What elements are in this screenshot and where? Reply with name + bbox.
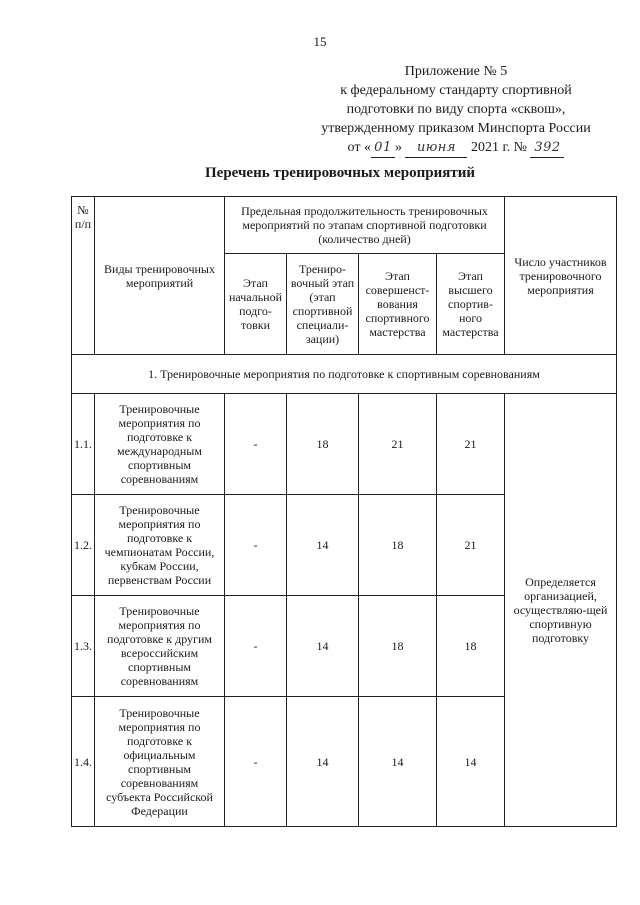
annex-title: Приложение № 5 — [404, 64, 508, 79]
header-participants: Число участников тренировочного мероприятия — [505, 197, 617, 355]
row-initial: - — [225, 495, 287, 596]
date-prefix: от « — [347, 140, 371, 155]
header-number: № п/п — [72, 197, 95, 355]
row-initial: - — [225, 394, 287, 495]
date-mid: » — [394, 140, 402, 155]
header-stage-improvement: Этап совершенст-вования спортивного мастерства — [359, 254, 437, 355]
row-improvement: 14 — [359, 697, 437, 827]
row-training: 14 — [287, 495, 359, 596]
section-title: 1. Тренировочные мероприятия по подготовке к спортивным соревнованиям — [72, 355, 617, 394]
date-year: 2021 г. № — [470, 140, 527, 155]
row-improvement: 18 — [359, 495, 437, 596]
row-initial: - — [225, 697, 287, 827]
row-training: 18 — [287, 394, 359, 495]
row-highest: 21 — [437, 495, 505, 596]
table-header-row — [72, 197, 617, 254]
row-highest: 18 — [437, 596, 505, 697]
row-improvement: 18 — [359, 596, 437, 697]
header-event-kind: Виды тренировочных мероприятий — [95, 197, 225, 355]
row-improvement: 21 — [359, 394, 437, 495]
header-stage-training: Трениро-вочный этап (этап спортивной специали-зации) — [287, 254, 359, 355]
annex-line-standard: к федеральному стандарту спортивной — [340, 83, 572, 98]
header-stage-highest: Этап высшего спортив-ного мастерства — [437, 254, 505, 355]
row-event-kind: Тренировочные мероприятия по подготовке к официальным спортивным соревнованиям субъекта Российской Федерации — [95, 697, 225, 827]
annex-line-sport: подготовки по виду спорта «сквош», — [346, 102, 566, 117]
date-month: июня — [405, 138, 467, 158]
annex-line-order: утвержденному приказом Минспорта России — [321, 121, 591, 136]
row-initial: - — [225, 596, 287, 697]
row-highest: 21 — [437, 394, 505, 495]
row-number: 1.4. — [72, 697, 95, 827]
order-number: 392 — [530, 138, 564, 158]
date-day: 01 — [371, 138, 395, 158]
row-training: 14 — [287, 697, 359, 827]
row-number: 1.2. — [72, 495, 95, 596]
header-stage-initial: Этап начальной подго-товки — [225, 254, 287, 355]
document-title: Перечень тренировочных мероприятий — [205, 165, 475, 181]
row-number: 1.3. — [72, 596, 95, 697]
page-number: 15 — [313, 34, 327, 49]
row-event-kind: Тренировочные мероприятия по подготовке к чемпионатам России, кубкам России, первенствам России — [95, 495, 225, 596]
annex-block — [300, 62, 612, 158]
annex-date-line — [300, 138, 612, 158]
row-training: 14 — [287, 596, 359, 697]
section-row — [72, 355, 617, 394]
row-number: 1.1. — [72, 394, 95, 495]
participants-merged-cell: Определяется организацией, осуществляю-щей спортивную подготовку — [505, 394, 617, 827]
row-highest: 14 — [437, 697, 505, 827]
table-row — [72, 394, 617, 495]
header-duration-group: Предельная продолжительность тренировочных мероприятий по этапам спортивной подготовки (количество дней) — [225, 197, 505, 254]
row-event-kind: Тренировочные мероприятия по подготовке к другим всероссийским спортивным соревнованиям — [95, 596, 225, 697]
row-event-kind: Тренировочные мероприятия по подготовке к международным спортивным соревнованиям — [95, 394, 225, 495]
training-events-table — [71, 196, 617, 827]
